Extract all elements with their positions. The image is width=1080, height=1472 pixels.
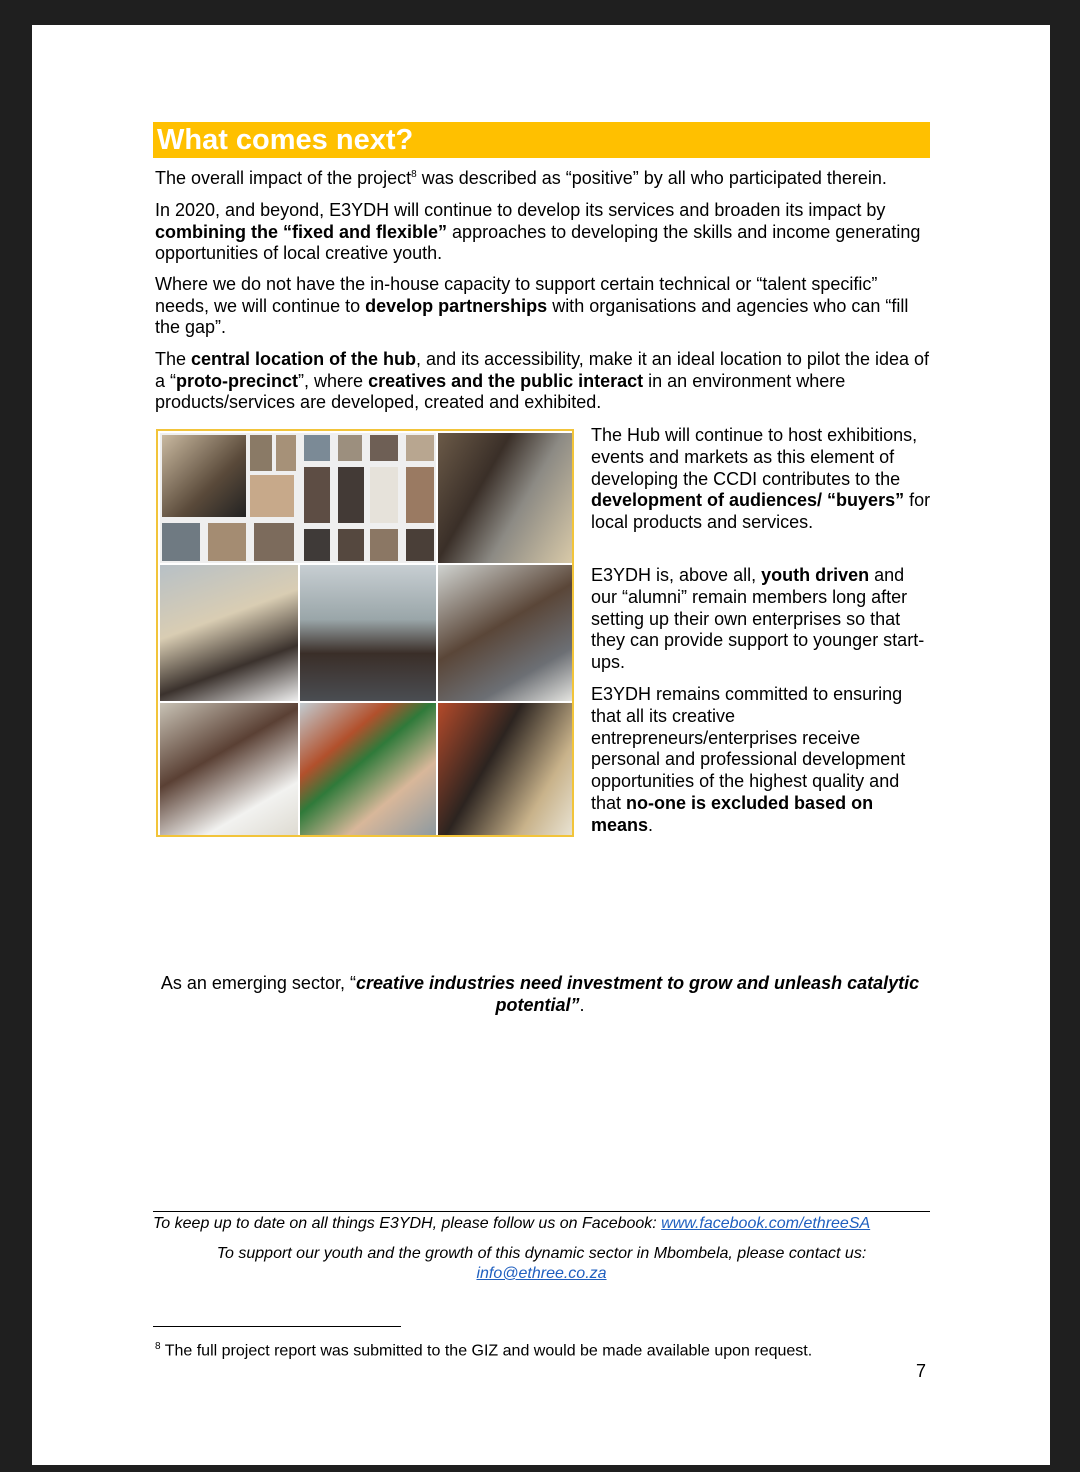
photo-man-at-board [160,565,298,701]
photo-man-smiling [300,565,436,701]
text: The overall impact of the project [155,168,412,188]
photo-thumb [338,467,364,523]
photo-thumb [370,467,398,523]
photo-thumb [250,435,272,471]
photo-thumb [370,435,398,461]
investment-quote [150,973,930,1016]
footnote-number: 8 [155,1341,161,1352]
photo-thumb [406,467,434,523]
photo-woman-speaking [438,433,572,563]
photo-thumbnail-grid [160,433,436,563]
photo-man-gesturing [438,565,572,701]
text: and our “alumni” remain members long after setting up their own enterprises so that they can provide support to younger start-ups. [591,565,925,673]
footnote [155,1337,915,1361]
photo-thumb [304,467,330,523]
text: E3YDH is, above all, [591,565,762,585]
text: To support our youth and the growth of this dynamic sector in Mbombela, please contact us: [216,1245,867,1262]
photo-thumb [338,435,362,461]
photo-woman-headwrap [300,703,436,835]
photo-thumb [254,523,294,561]
photo-thumb [250,475,294,517]
facebook-link[interactable]: www.facebook.com/ethreeSA [661,1215,871,1232]
paragraph-2020 [155,200,935,265]
photo-woman-braids [438,703,572,835]
bold-italic-text: creative industries need investment to grow and unleash catalytic potential” [355,973,920,1015]
footer-divider [153,1211,930,1212]
bold-text: development of audiences/ “buyers” [591,490,905,511]
page-content [32,25,1050,1465]
text: . [648,814,654,835]
paragraph-committed [591,684,931,837]
text: Where we do not have the in-house capacity to support certain technical or “talent specific” needs, we will continue to [155,274,878,316]
photo-thumb [276,435,296,471]
text: for local products and services. [591,490,931,533]
section-heading: What comes next? [157,124,414,156]
footer-facebook-line [153,1214,930,1234]
text: The Hub will continue to host exhibitions, events and markets as this element of developing the CCDI contributes to the [591,425,918,489]
text: , and its accessibility, make it an ideal location to pilot the idea of a “ [155,349,929,391]
footnote-ref[interactable]: 8 [411,169,417,180]
photo-thumb [304,529,330,561]
document-page [32,25,1050,1465]
page-number: 7 [916,1361,927,1381]
bold-text: no-one is excluded based on means [591,792,874,835]
bold-text: proto-precinct [176,370,299,391]
text: To keep up to date on all things E3YDH, please follow us on Facebook: [153,1215,662,1232]
section-heading-bar [153,122,930,158]
photo-thumb [162,523,200,561]
footer-contact-line [153,1244,930,1284]
text: with organisations and agencies who can “fill the gap”. [155,295,909,338]
bold-text: youth driven [761,565,870,585]
text: The [155,349,192,369]
bold-text: combining the “fixed and flexible” [155,221,448,242]
bold-text: creatives and the public interact [368,370,644,391]
photo-man-glasses [160,703,298,835]
footnote-divider [153,1326,401,1327]
paragraph-hub-exhibitions [591,425,931,534]
text: . [579,994,585,1015]
text: E3YDH remains committed to ensuring that all its creative entrepreneurs/enterprises receive personal and professional development opportunities of the highest quality and that [591,684,906,813]
text: ”, where [298,370,369,391]
photo-woman-presenting [162,435,246,517]
text: approaches to developing the skills and income generating opportunities of local creative youth. [155,221,921,264]
photo-thumb [406,529,434,561]
bold-text: central location of the hub [191,349,417,369]
paragraph-partnerships [155,274,935,339]
text: In 2020, and beyond, E3YDH will continue to develop its services and broaden its impact by [155,200,886,220]
text: was described as “positive” by all who participated therein. [416,168,887,188]
footnote-text: The full project report was submitted to the GIZ and would be made available upon request. [160,1342,813,1360]
paragraph-location [155,349,935,414]
photo-thumb [370,529,398,561]
text: As an emerging sector, “ [160,973,356,993]
paragraph-impact [155,168,935,190]
paragraph-youth-driven [591,565,931,674]
photo-thumb [406,435,434,461]
email-link[interactable]: info@ethree.co.za [476,1265,607,1282]
text: in an environment where products/services are developed, created and exhibited. [155,370,846,413]
bold-text: develop partnerships [365,295,548,316]
photo-thumb [304,435,330,461]
photo-collage [156,429,574,837]
photo-thumb [208,523,246,561]
photo-thumb [338,529,364,561]
